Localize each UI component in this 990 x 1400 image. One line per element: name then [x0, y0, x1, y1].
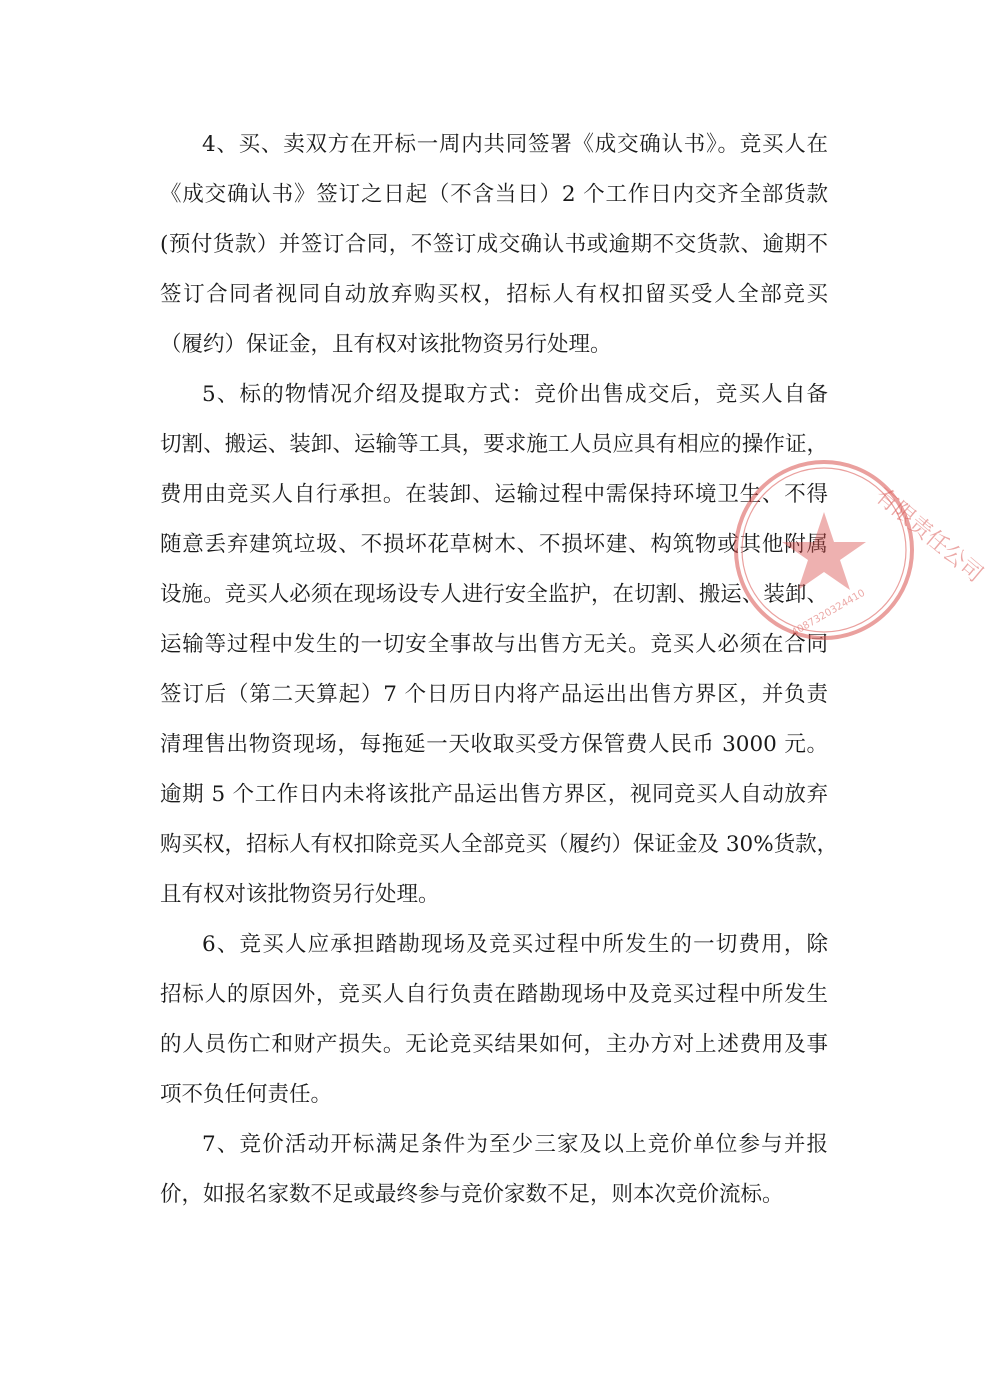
text-line: 切割、搬运、装卸、运输等工具，要求施工人员应具有相应的操作证， [160, 432, 828, 457]
text-line: 《成交确认书》签订之日起（不含当日）2 个工作日内交齐全部货款 [160, 182, 828, 207]
text-line: 签订合同者视同自动放弃购买权，招标人有权扣留买受人全部竞买 [160, 282, 828, 307]
text-line: 逾期 5 个工作日内未将该批产品运出售方界区，视同竞买人自动放弃 [160, 782, 828, 807]
seal-text: 有限责任公司 [870, 483, 988, 588]
text-line: 价，如报名家数不足或最终参与竞价家数不足，则本次竞价流标。 [160, 1182, 784, 1207]
text-line: 5、标的物情况介绍及提取方式：竞价出售成交后，竞买人自备 [202, 382, 828, 407]
text-line: 的人员伤亡和财产损失。无论竞买结果如何，主办方对上述费用及事 [160, 1032, 828, 1057]
seal-number: 4087320324410 [790, 587, 868, 639]
text-line: 设施。竞买人必须在现场设专人进行安全监护，在切割、搬运、装卸、 [160, 582, 828, 607]
text-line: 费用由竞买人自行承担。在装卸、运输过程中需保持环境卫生、不得 [160, 482, 828, 507]
paragraph-7 [160, 1120, 828, 1220]
text-line: 6、竞买人应承担踏勘现场及竞买过程中所发生的一切费用，除 [202, 932, 828, 957]
text-line: 运输等过程中发生的一切安全事故与出售方无关。竞买人必须在合同 [160, 632, 828, 657]
text-line: 招标人的原因外，竞买人自行负责在踏勘现场中及竞买过程中所发生 [160, 982, 828, 1007]
text-line: 签订后（第二天算起）7 个日历日内将产品运出出售方界区，并负责 [160, 682, 828, 707]
text-line: 4、买、卖双方在开标一周内共同签署《成交确认书》。竞买人在 [202, 132, 828, 157]
text-line: 购买权，招标人有权扣除竞买人全部竞买（履约）保证金及 30%货款， [160, 832, 839, 857]
text-line: （履约）保证金，且有权对该批物资另行处理。 [160, 332, 612, 357]
paragraph-6 [160, 920, 828, 1120]
text-line: 项不负任何责任。 [160, 1082, 333, 1107]
text-line: (预付货款）并签订合同，不签订成交确认书或逾期不交货款、逾期不 [160, 232, 828, 257]
paragraph-4 [160, 120, 828, 370]
text-line: 7、竞价活动开标满足条件为至少三家及以上竞价单位参与并报 [202, 1132, 828, 1157]
text-line: 清理售出物资现场，每拖延一天收取买受方保管费人民币 3000 元。 [160, 732, 828, 757]
text-line: 且有权对该批物资另行处理。 [160, 882, 440, 907]
text-line: 随意丢弃建筑垃圾、不损坏花草树木、不损坏建、构筑物或其他附属 [160, 532, 828, 557]
